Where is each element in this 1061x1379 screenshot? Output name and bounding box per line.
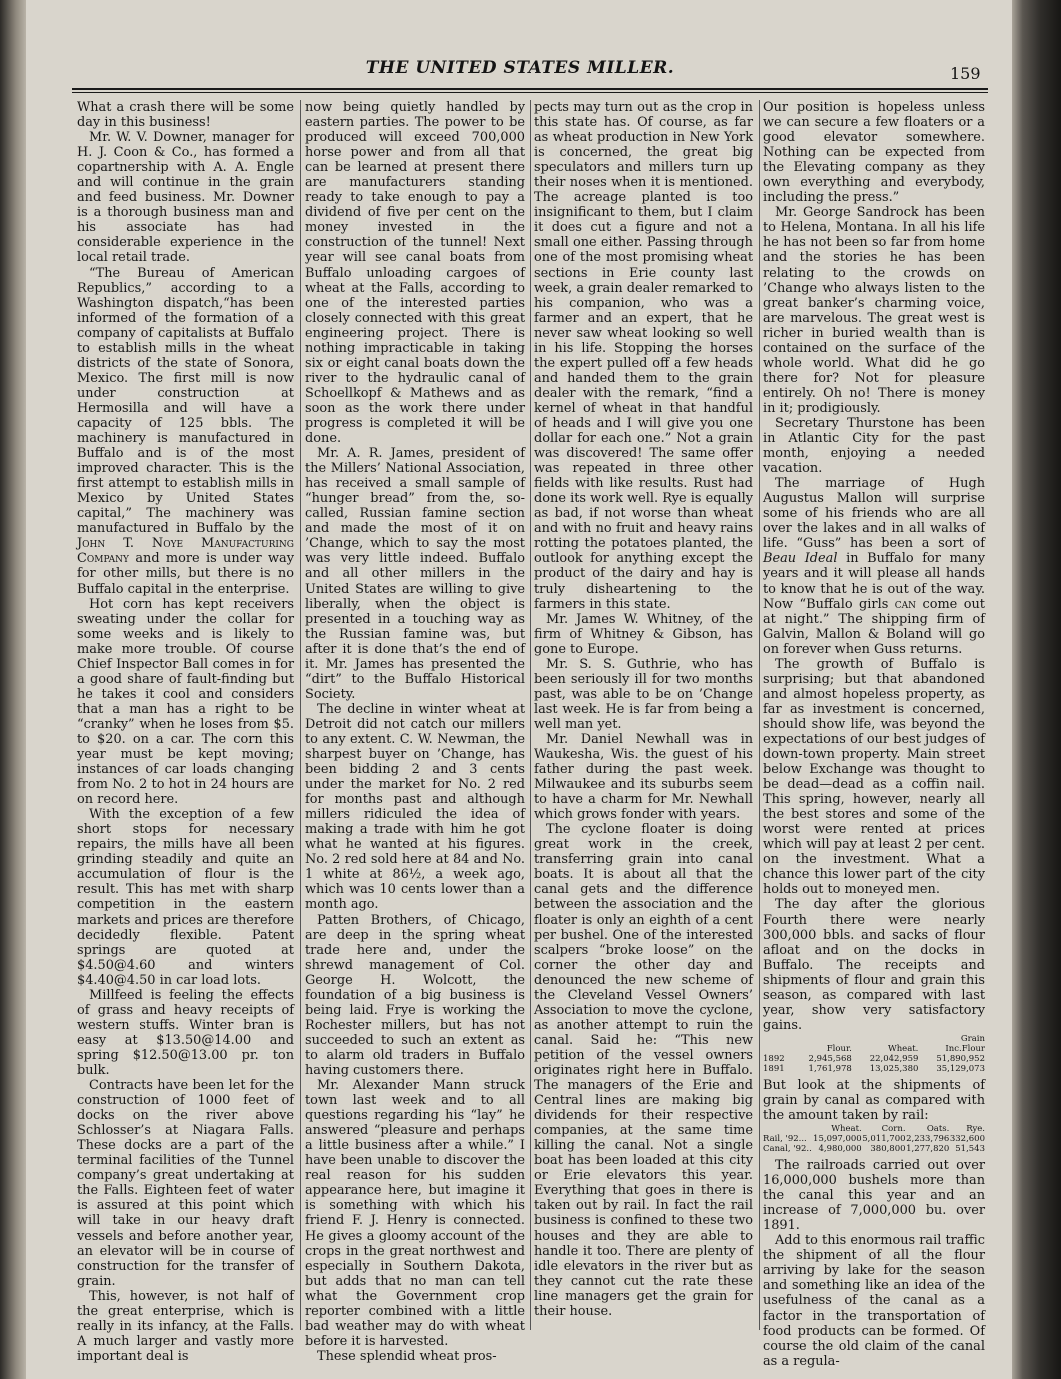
paragraph-text: Add to this enormous rail traffic the shipment of all the flour arriving by lake for the season and something like an idea of the usefulness of the canal as a factor in the transportation of food products can be formed. Of course the old claim of the canal as a regula- bbox=[763, 1233, 985, 1369]
article-paragraph bbox=[77, 597, 294, 808]
paragraph-text: Mr. George Sandrock has been to Helena, Montana. In all his life he has not been so far from home and the stories he has been relating to the crowds on ’Change who always listen to the great banker’s charming voice, are marvelous. The great west is richer in buried wealth than is contained on the surface of the whole world. What did he go there for? Not for pleasure entirely. Oh no! There is money in it; prodigiously. bbox=[763, 205, 985, 416]
table-cell: Rail, '92... bbox=[763, 1134, 807, 1145]
header-rule-thin bbox=[72, 92, 988, 93]
table-header-cell bbox=[763, 1124, 812, 1134]
paragraph-text: The decline in winter wheat at Detroit did not catch our millers to any extent. C. W. Newman, the sharpest buyer on ’Change, has been bidding 2 and 3 cents under the market for No. 2 red for months past and although millers ridiculed the idea of making a trade with him he got what he wanted at his figures. No. 2 red sold here at 84 and No. 1 white at 86½, a week ago, which was 10 cents lower than a month ago. bbox=[305, 701, 525, 913]
column-separator bbox=[530, 100, 531, 1330]
table-header-cell: Wheat. bbox=[887, 1043, 919, 1054]
article-paragraph bbox=[77, 1078, 294, 1289]
article-paragraph bbox=[763, 476, 985, 657]
paragraph-text: “The Bureau of American Republics,” according to a Washington dispatch,“has been informed of the formation of a company of capitalists at Buffalo to establish mills in the wheat districts of the state of Sonora, Mexico. The first mill is now under construction at Hermosilla and will have a capacity of 125 bbls. The machinery is manufactured in Buffalo and is of the most improved character. This is the first attempt to establish mills in Mexico by United States capital,” The machinery was manufactured in Buffalo by the bbox=[77, 265, 294, 537]
shipments-table bbox=[763, 1124, 985, 1154]
table-header-cell: Inc.Flour bbox=[945, 1043, 985, 1054]
table-row bbox=[763, 1054, 985, 1064]
table-cell: 332,600 bbox=[949, 1134, 985, 1145]
article-paragraph bbox=[534, 100, 753, 612]
table-cell: 1,761,978 bbox=[808, 1063, 852, 1074]
paragraph-text: Secretary Thurstone has been in Atlantic City for the past month, enjoying a needed vacation. bbox=[763, 415, 985, 477]
paragraph-text: The growth of Buffalo is surprising; but that abandoned and almost hopeless property, as far as investment is concerned, should show life, was beyond the expectations of our best judges of down-town property. Main street below Exchange was thought to be dead—dead as a coffin nail. This spring, however, nearly all the best stores and some of the worst were rented at prices which will pay at least 2 per cent. on the investment. What a chance this lower part of the city holds out to moneyed men. bbox=[763, 656, 985, 898]
article-paragraph bbox=[763, 657, 985, 898]
table-cell: 4,980,000 bbox=[818, 1144, 862, 1155]
running-header-title: THE UNITED STATES MILLER. bbox=[365, 58, 675, 78]
paragraph-text: Millfeed is feeling the effects of grass and heavy receipts of western stuffs. Winter bran is easy at $13.50@14.00 and spring $12.50@13.00 pr. ton bulk. bbox=[77, 987, 294, 1078]
table-cell: 1892 bbox=[763, 1053, 785, 1064]
article-paragraph bbox=[77, 100, 294, 130]
article-paragraph bbox=[305, 100, 525, 446]
table-cell: 1891 bbox=[763, 1063, 785, 1074]
table-top-header bbox=[852, 1034, 919, 1044]
paragraph-text: But look at the shipments of grain by canal as compared with the amount taken by rail: bbox=[763, 1077, 985, 1123]
article-paragraph bbox=[763, 416, 985, 476]
paragraph-text: Hot corn has kept receivers sweating under the collar for some weeks and is likely to make more trouble. Of course Chief Inspector Ball comes in for a good share of fault-finding but he takes it cool and considers that a man has a right to be “cranky” when he loses from $5. to $20. on a car. The corn this year must be kept moving; instances of car loads changing from No. 2 to hot in 24 hours are on record here. bbox=[77, 596, 294, 808]
table-header-cell: Corn. bbox=[881, 1124, 906, 1135]
small-caps-word: can bbox=[894, 596, 917, 612]
table-cell: 2,233,796 bbox=[906, 1134, 950, 1145]
paragraph-text: Mr. W. V. Downer, manager for H. J. Coon & Co., has formed a copartnership with A. A. Engle and will continue in the grain and feed business. Mr. Downer is a thorough business man and his associate has had considerable experience in the local retail trade. bbox=[77, 130, 294, 266]
paragraph-text: With the exception of a few short stops for necessary repairs, the mills have all been grinding steadily and quite an accumulation of flour is the result. This has met with sharp competition in the eastern markets and prices are therefore decidedly flexible. Patent springs are quoted at $4.50@4.60 and winters $4.40@4.50 in car load lots. bbox=[77, 807, 294, 988]
paragraph-text: These splendid wheat pros- bbox=[317, 1348, 497, 1364]
article-paragraph bbox=[77, 988, 294, 1078]
table-cell: 35,129,073 bbox=[936, 1063, 985, 1074]
paragraph-text: This, however, is not half of the great enterprise, which is really in its infancy, at the Falls. A much larger and vastly more important deal is bbox=[77, 1288, 294, 1364]
table-top-header bbox=[793, 1034, 852, 1044]
table-cell: Canal, '92.. bbox=[763, 1144, 812, 1155]
table-top-header: Grain bbox=[960, 1033, 985, 1044]
paragraph-text: Our position is hopeless unless we can secure a few floaters or a good elevator somewhere. Nothing can be expected from the Elevating company as they own everything and everybody, including the press.” bbox=[763, 100, 985, 206]
article-paragraph bbox=[763, 100, 985, 205]
column-separator bbox=[300, 100, 301, 1330]
table-row bbox=[763, 1064, 985, 1074]
receipts-table bbox=[763, 1034, 985, 1074]
text-column-3 bbox=[534, 100, 753, 1335]
italic-phrase: Beau Ideal bbox=[763, 551, 838, 567]
paragraph-text: The cyclone floater is doing great work in the creek, transferring grain into canal boats. It is about all that the canal gets and the difference between the association and the floater is only an eighth of a cent per bushel. One of the interested scalpers “broke loose” on the corner the other day and denounced the new scheme of the Cleveland Vessel Owners’ Association to move the cyclone, as another attempt to ruin the canal. Said he: “This new petition of the vessel owners originates right here in Buffalo. The managers of the Erie and Central lines are making big dividends for their respective companies, at the same time killing the canal. Not a single boat has been loaded at this city or Erie elevators this year. Everything that goes in there is taken out by rail. In fact the rail business is confined to these two houses and they are able to handle it too. There are plenty of idle elevators in the river but as they cannot cut the rate these line managers get the grain for their house. bbox=[534, 822, 753, 1319]
paragraph-text: in Buffalo for many years and it will please all hands to know that he is out of the way. Now “Buffalo girls bbox=[763, 551, 986, 612]
paragraph-text: Contracts have been let for the construction of 1000 feet of docks on the river above Schlosser’s at Niagara Falls. These docks are a part of the terminal facilities of the Tunnel company’s great undertaking at the Falls. Eighteen feet of water is assured at this point which will take in our heavy draft vessels and before another year, an elevator will be in course of construction for the transfer of grain. bbox=[77, 1078, 294, 1289]
paragraph-text: The marriage of Hugh Augustus Mallon will surprise some of his friends who are all over the lakes and in all walks of life. “Guss” has been a sort of bbox=[763, 476, 985, 552]
header-rule bbox=[72, 88, 988, 90]
company-name: John T. Noye Manufacturing Company bbox=[77, 536, 294, 567]
table-row bbox=[763, 1144, 985, 1154]
book-spine-shadow bbox=[0, 0, 26, 1379]
table-row bbox=[763, 1134, 985, 1144]
article-paragraph bbox=[77, 807, 294, 988]
text-column-2 bbox=[305, 100, 525, 1364]
article-paragraph bbox=[305, 1349, 525, 1364]
article-paragraph bbox=[305, 446, 525, 702]
paragraph-text: and more is under way for other mills, but there is no Buffalo capital in the enterprise. bbox=[77, 551, 294, 597]
article-paragraph bbox=[77, 130, 294, 265]
paragraph-text: pects may turn out as the crop in this state has. Of course, as far as wheat production in New York is concerned, the great big speculators and millers turn up their noses when it is mentioned. The acreage planted is too insignificant to them, but I claim it does cut a figure and not a small one either. Passing through one of the most promising wheat sections in Erie county last week, a grain dealer remarked to his companion, who was a farmer and an expert, that he never saw wheat looking so well in his life. Stopping the horses the expert pulled off a few heads and handed them to the grain dealer with the remark, “find a kernel of wheat in that handful of heads and I will give you one dollar for each one.” Not a grain was discovered! The same offer was repeated in three other fields with like results. Rust had done its work well. Rye is equally as bad, if not worse than wheat and with no fruit and heavy rains rotting the potatoes planted, the outlook for anything except the product of the dairy and hay is truly disheartening to the farmers in this state. bbox=[534, 100, 753, 612]
table-cell: 380,800 bbox=[870, 1144, 906, 1155]
paragraph-text: What a crash there will be some day in this business! bbox=[77, 100, 294, 131]
article-paragraph bbox=[305, 702, 525, 913]
paragraph-text: Mr. James W. Whitney, of the firm of Whitney & Gibson, has gone to Europe. bbox=[534, 611, 753, 657]
table-cell: 51,890,952 bbox=[936, 1053, 985, 1064]
table-header-cell: Rye. bbox=[966, 1124, 985, 1135]
table-header-cell: Wheat. bbox=[831, 1124, 862, 1135]
article-paragraph bbox=[534, 822, 753, 1319]
column-separator bbox=[759, 100, 760, 1330]
paragraph-text: Mr. Alexander Mann struck town last week and to all questions regarding his “lay” he answered “pleasure and perhaps a little business after a while.” I have been unable to discover the real reason for his sudden appearance here, but imagine it is something with which his friend F. J. Henry is connected. He gives a gloomy account of the crops in the great northwest and especially in Southern Dakota, but adds that no man can tell what the Government crop reporter combined with a little bad weather may do with wheat before it is harvested. bbox=[305, 1078, 525, 1349]
table-cell: 1,277,820 bbox=[906, 1144, 950, 1155]
article-paragraph bbox=[534, 732, 753, 822]
table-header-cell bbox=[763, 1044, 793, 1054]
table-cell: 5,011,700 bbox=[862, 1134, 906, 1145]
table-top-header bbox=[763, 1034, 793, 1044]
table-cell: 22,042,959 bbox=[869, 1053, 919, 1064]
article-paragraph bbox=[763, 1233, 985, 1368]
table-cell: 15,097,000 bbox=[813, 1134, 862, 1145]
paragraph-text: The railroads carried out over 16,000,000 bushels more than the canal this year and an increase of 7,000,000 bu. over 1891. bbox=[763, 1158, 985, 1234]
article-paragraph bbox=[534, 657, 753, 732]
table-cell: 51,543 bbox=[955, 1144, 985, 1155]
article-paragraph bbox=[77, 1289, 294, 1364]
paragraph-text: Mr. S. S. Guthrie, who has been seriously ill for two months past, was able to be on ’Change last week. He is far from being a well man yet. bbox=[534, 656, 753, 732]
text-column-1 bbox=[77, 100, 294, 1364]
paragraph-text: Patten Brothers, of Chicago, are deep in the spring wheat trade here and, under the shrewd management of Col. George H. Wolcott, the foundation of a big business is being laid. Frye is working the Rochester millers, but has not succeeded to such an extent as to alarm old traders in Buffalo having customers there. bbox=[305, 912, 525, 1078]
paragraph-text: Mr. Daniel Newhall was in Waukesha, Wis. the guest of his father during the past week. Milwaukee and its suburbs seem to have a charm for Mr. Newhall which grows fonder with years. bbox=[534, 731, 753, 823]
article-paragraph bbox=[534, 612, 753, 657]
article-paragraph bbox=[77, 266, 294, 597]
paragraph-text: come out at night.” The shipping firm of Galvin, Mallon & Boland will go on forever when Guss returns. bbox=[763, 596, 985, 657]
table-cell: 2,945,568 bbox=[808, 1053, 852, 1064]
page-number: 159 bbox=[950, 64, 981, 83]
paragraph-text: now being quietly handled by eastern parties. The power to be produced will exceed 700,000 horse power and from all that can be learned at present there are manufacturers standing ready to take enough to pay a dividend of five per cent on the money invested in the construction of the tunnel! Next year will see canal boats from Buffalo unloading cargoes of wheat at the Falls, according to one of the interested parties closely connected with this great engineering project. There is nothing impracticable in taking six or eight canal boats down the river to the hydraulic canal of Schoellkopf & Mathews and as soon as the work there under progress is completed it will be done. bbox=[305, 100, 525, 447]
paragraph-text: The day after the glorious Fourth there were nearly 300,000 bbls. and sacks of flour afloat and on the docks in Buffalo. The receipts and shipments of flour and grain this season, as compared with last year, show very satisfactory gains. bbox=[763, 897, 985, 1033]
page-edge-shadow bbox=[1010, 0, 1061, 1379]
article-paragraph bbox=[305, 913, 525, 1079]
table-cell: 13,025,380 bbox=[869, 1063, 919, 1074]
article-paragraph bbox=[763, 1078, 985, 1123]
text-column-4 bbox=[763, 100, 986, 1369]
article-paragraph bbox=[763, 897, 985, 1032]
table-header-cell: Oats. bbox=[926, 1124, 950, 1135]
paragraph-text: Mr. A. R. James, president of the Millers’ National Association, has received a small sample of “hunger bread” from the, so-called, Russian famine section and made the most of it on ’Change, which to say the most was very little indeed. Buffalo and all other millers in the United States are willing to give liberally, when the object is presented in a touching way as the Russian famine was, but after it is done that’s the end of it. Mr. James has presented the “dirt” to the Buffalo Historical Society. bbox=[305, 446, 525, 702]
article-paragraph bbox=[305, 1078, 525, 1349]
article-paragraph bbox=[763, 1158, 985, 1233]
table-header-cell: Flour. bbox=[826, 1043, 852, 1054]
article-paragraph bbox=[763, 205, 985, 416]
